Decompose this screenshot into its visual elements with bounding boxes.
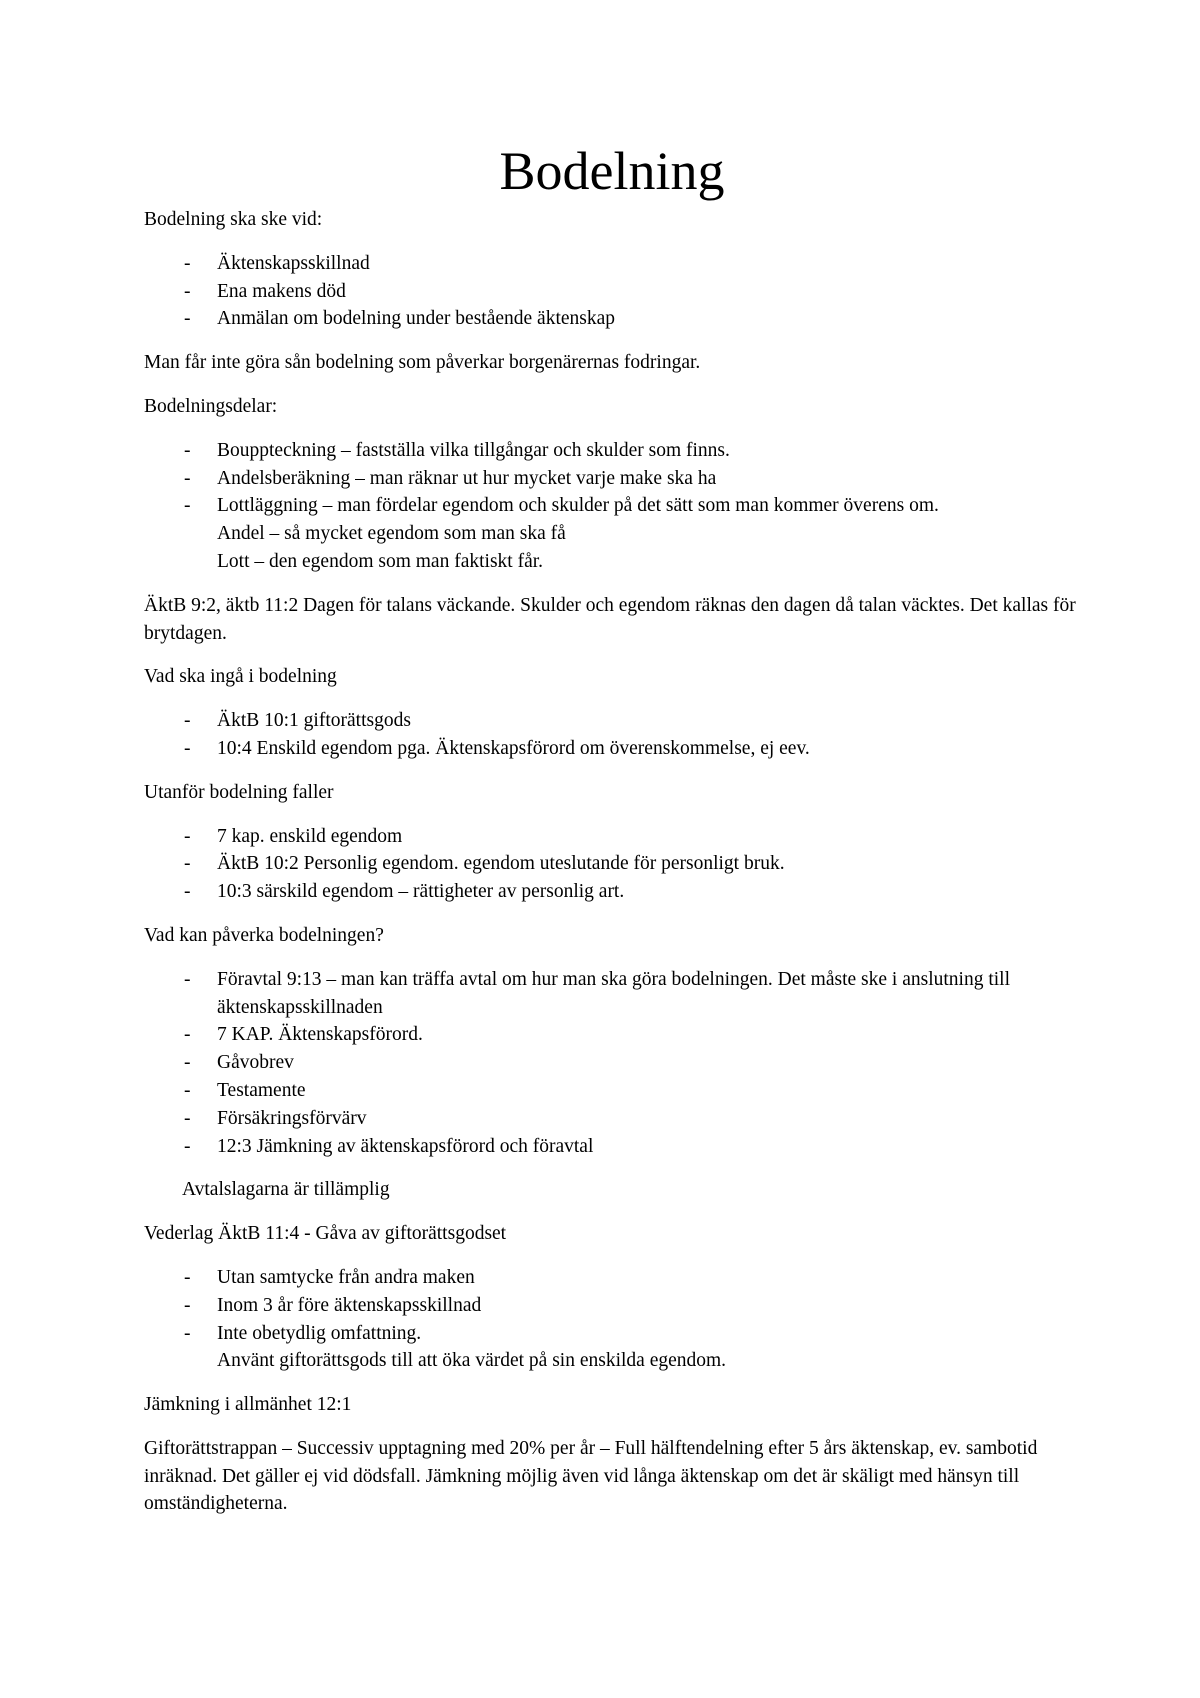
bullet-list bbox=[144, 823, 1080, 906]
list-item-text: Inte obetydlig omfattning. bbox=[217, 1322, 422, 1344]
indented-paragraph: Avtalslagarna är tillämplig bbox=[182, 1179, 390, 1201]
list-item-text: Utan samtycke från andra maken bbox=[217, 1266, 475, 1288]
paragraph: Vad kan påverka bodelningen? bbox=[144, 924, 384, 946]
paragraph: Vederlag ÄktB 11:4 - Gåva av giftorättsgodset bbox=[144, 1223, 507, 1245]
bullet-dash: - bbox=[184, 881, 191, 903]
list-item-text: Äktenskapsskillnad bbox=[217, 252, 370, 274]
list-item bbox=[144, 1021, 1080, 1049]
list-item-text: Föravtal 9:13 – man kan träffa avtal om hur man ska göra bodelningen. Det måste ske i anslutning till äktenskapsskillnaden bbox=[217, 968, 1010, 1018]
list-item-text: ÄktB 10:2 Personlig egendom. egendom uteslutande för personligt bruk. bbox=[217, 853, 785, 875]
list-item-text: Ena makens död bbox=[217, 280, 346, 302]
bullet-dash: - bbox=[184, 308, 191, 330]
list-item-text: Försäkringsförvärv bbox=[217, 1107, 367, 1129]
list-item bbox=[144, 707, 1080, 735]
bullet-list bbox=[144, 966, 1080, 1161]
list-item bbox=[144, 250, 1080, 278]
list-item bbox=[144, 966, 1080, 1022]
bullet-dash: - bbox=[184, 1107, 191, 1129]
paragraph: Jämkning i allmänhet 12:1 bbox=[144, 1394, 352, 1416]
list-item-text: Inom 3 år före äktenskapsskillnad bbox=[217, 1294, 482, 1316]
list-item bbox=[144, 305, 1080, 333]
list-item-text: 10:3 särskild egendom – rättigheter av personlig art. bbox=[217, 881, 625, 903]
bullet-dash: - bbox=[184, 439, 191, 461]
list-item-text: 12:3 Jämkning av äktenskapsförord och föravtal bbox=[217, 1135, 594, 1157]
list-item-text: 10:4 Enskild egendom pga. Äktenskapsförord om överenskommelse, ej eev. bbox=[217, 737, 810, 759]
bullet-dash: - bbox=[184, 737, 191, 759]
list-item-continuation: Använt giftorättsgods till att öka värdet på sin enskilda egendom. bbox=[217, 1350, 727, 1372]
list-item bbox=[144, 735, 1080, 763]
list-item bbox=[144, 1049, 1080, 1077]
list-item bbox=[144, 1264, 1080, 1292]
list-item bbox=[144, 492, 1080, 520]
paragraph: Utanför bodelning faller bbox=[144, 781, 334, 803]
list-item-text: 7 KAP. Äktenskapsförord. bbox=[217, 1024, 423, 1046]
paragraph: Bodelningsdelar: bbox=[144, 395, 278, 417]
bullet-list bbox=[144, 1264, 1080, 1375]
bullet-dash: - bbox=[184, 1052, 191, 1074]
bullet-dash: - bbox=[184, 853, 191, 875]
page-title: Bodelning bbox=[499, 141, 725, 201]
paragraph: Bodelning ska ske vid: bbox=[144, 209, 323, 230]
paragraph: Giftorättstrappan – Successiv upptagning med 20% per år – Full hälftendelning efter 5 års äktenskap, ev. sambotid inräknad. Det gäller ej vid dödsfall. Jämkning möjlig även vid långa äktenskap om det är skäligt med hänsyn till omständigheterna. bbox=[144, 1437, 1038, 1515]
list-item-text: Anmälan om bodelning under bestående äktenskap bbox=[217, 308, 616, 330]
list-item bbox=[144, 278, 1080, 306]
bullet-dash: - bbox=[184, 280, 191, 302]
list-item bbox=[144, 823, 1080, 851]
list-item-text: Andelsberäkning – man räknar ut hur mycket varje make ska ha bbox=[217, 467, 717, 489]
bullet-list bbox=[144, 707, 1080, 763]
bullet-dash: - bbox=[184, 252, 191, 274]
list-item bbox=[144, 1320, 1080, 1348]
bullet-dash: - bbox=[184, 1135, 191, 1157]
document-body bbox=[144, 206, 1080, 1518]
list-item-text: Bouppteckning – fastställa vilka tillgångar och skulder som finns. bbox=[217, 439, 730, 461]
list-item bbox=[144, 1292, 1080, 1320]
bullet-dash: - bbox=[184, 825, 191, 847]
list-item-text: 7 kap. enskild egendom bbox=[217, 825, 403, 847]
list-item bbox=[144, 465, 1080, 493]
bullet-dash: - bbox=[184, 1322, 191, 1344]
bullet-dash: - bbox=[184, 467, 191, 489]
paragraph: Man får inte göra sån bodelning som påverkar borgenärernas fodringar. bbox=[144, 352, 701, 374]
list-item bbox=[144, 878, 1080, 906]
list-item-text: Gåvobrev bbox=[217, 1052, 294, 1074]
list-item bbox=[144, 1105, 1080, 1133]
bullet-dash: - bbox=[184, 1294, 191, 1316]
list-item bbox=[144, 850, 1080, 878]
bullet-dash: - bbox=[184, 1266, 191, 1288]
bullet-list bbox=[144, 250, 1080, 333]
list-item bbox=[144, 1077, 1080, 1105]
bullet-dash: - bbox=[184, 1024, 191, 1046]
list-item-text: Lottläggning – man fördelar egendom och skulder på det sätt som man kommer överens om. bbox=[217, 495, 939, 517]
paragraph: ÄktB 9:2, äktb 11:2 Dagen för talans väckande. Skulder och egendom räknas den dagen då talan väcktes. Det kallas för brytdagen. bbox=[144, 594, 1076, 644]
paragraph: Vad ska ingå i bodelning bbox=[144, 666, 337, 688]
bullet-list bbox=[144, 437, 1080, 576]
bullet-dash: - bbox=[184, 968, 191, 990]
list-item-continuation: Lott – den egendom som man faktiskt får. bbox=[217, 550, 544, 572]
list-item bbox=[144, 437, 1080, 465]
bullet-dash: - bbox=[184, 495, 191, 517]
list-item bbox=[144, 1133, 1080, 1161]
bullet-dash: - bbox=[184, 710, 191, 732]
list-item-continuation: Andel – så mycket egendom som man ska få bbox=[217, 523, 566, 545]
list-item-text: ÄktB 10:1 giftorättsgods bbox=[217, 710, 411, 732]
list-item-text: Testamente bbox=[217, 1079, 306, 1101]
bullet-dash: - bbox=[184, 1079, 191, 1101]
